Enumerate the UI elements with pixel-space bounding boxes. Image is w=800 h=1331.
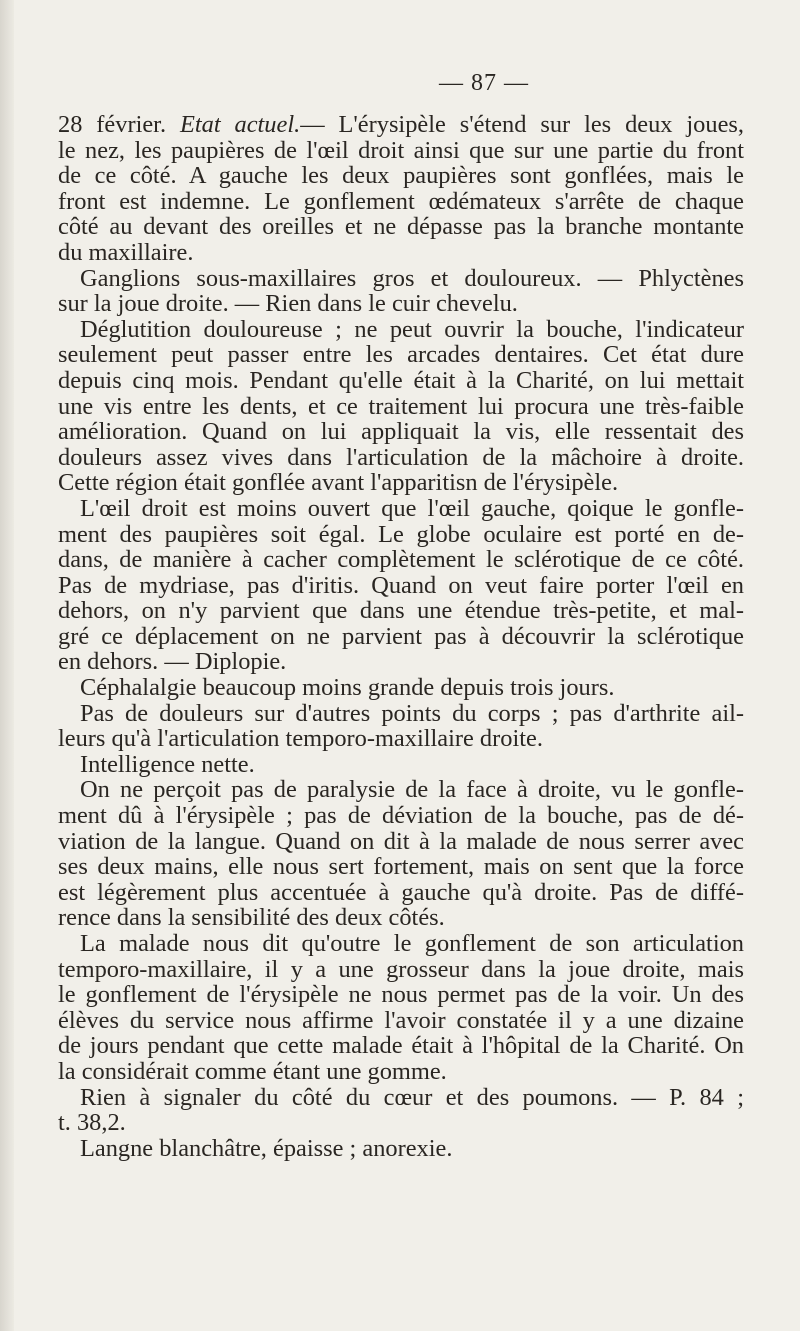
text-line: élèves du service nous affirme l'avoir constatée il y a une dizaine (58, 1006, 744, 1034)
text-line: La malade nous dit qu'outre le gonflement de son articulation (80, 930, 744, 957)
text-line: en dehors. — Diplopie. (58, 648, 287, 676)
text-line: de jours pendant que cette malade était à l'hôpital de la Charité. On (58, 1032, 744, 1060)
text-line: la considérait comme étant une gomme. (58, 1057, 447, 1085)
text-line: Cette région était gonflée avant l'apparitisn de l'érysipèle. (58, 469, 619, 497)
text-line: Ganglions sous-maxillaires gros et douloureux. — Phlyctènes (80, 264, 744, 292)
text-line: Langne blanchâtre, épaisse ; anorexie. (80, 1134, 453, 1162)
text-line: t. 38,2. (58, 1109, 126, 1137)
text-line: seulement peut passer entre les arcades dentaires. Cet état dure (58, 341, 744, 369)
text-line: ment dû à l'érysipèle ; pas de déviation de la bouche, pas de dé- (58, 802, 744, 830)
page-binding-edge (0, 0, 14, 1331)
text-line: gré ce déplacement on ne parvient pas à découvrir la sclérotique (58, 622, 744, 650)
paragraph (58, 931, 744, 1085)
text-line: dehors, on n'y parvient que dans une étendue très-petite, et mal- (58, 597, 744, 625)
text-line: Céphalalgie beaucoup moins grande depuis trois jours. (80, 674, 615, 702)
text-line: Intelligence nette. (80, 750, 255, 778)
text-line: sur la joue droite. — Rien dans le cuir chevelu. (58, 290, 518, 318)
paragraph (58, 701, 744, 752)
text-line: Déglutition douloureuse ; ne peut ouvrir la bouche, l'indicateur (80, 315, 744, 343)
text-line: L'œil droit est moins ouvert que l'œil gauche, qoique le gonfle- (80, 494, 744, 522)
text-line: temporo-maxillaire, il y a une grosseur dans la joue droite, mais (58, 955, 744, 983)
entry-date: 28 février. (58, 111, 180, 138)
text-line: douleurs assez vives dans l'articulation de la mâchoire à droite. (58, 443, 744, 471)
text-line: Pas de douleurs sur d'autres points du corps ; pas d'arthrite ail- (80, 699, 744, 727)
paragraph (58, 675, 744, 701)
text-line: du maxillaire. (58, 238, 194, 266)
text-line: viation de la langue. Quand on dit à la malade de nous serrer avec (58, 827, 744, 855)
text-line: On ne perçoit pas de paralysie de la face à droite, vu le gonfle- (80, 776, 744, 804)
text-line: amélioration. Quand on lui appliquait la vis, elle ressentait des (58, 418, 744, 446)
text-line: Pas de mydriase, pas d'iritis. Quand on veut faire porter l'œil en (58, 571, 744, 599)
paragraph (58, 317, 744, 496)
text-line: côté au devant des oreilles et ne dépasse pas la branche montante (58, 213, 744, 241)
text-line: le nez, les paupières de l'œil droit ainsi que sur une partie du front (58, 136, 744, 164)
paragraph (58, 1136, 744, 1162)
section-label: Etat actuel. (179, 111, 301, 138)
paragraph (58, 496, 744, 675)
paragraph (58, 112, 744, 266)
paragraph (58, 752, 744, 778)
page-number: — 87 — (439, 70, 529, 96)
text-line (58, 112, 744, 138)
text-line: dans, de manière à cacher complètement le sclérotique de ce côté. (58, 546, 744, 574)
text-line: une vis entre les dents, et ce traitement lui procura une très-faible (58, 392, 744, 420)
text-line: depuis cinq mois. Pendant qu'elle était à la Charité, on lui mettait (58, 366, 744, 394)
body-text (58, 112, 744, 1161)
text-line: est légèrement plus accentuée à gauche qu'à droite. Pas de diffé- (58, 878, 744, 906)
text-line: ment des paupières soit égal. Le globe oculaire est porté en de- (58, 520, 744, 548)
text-line: ses deux mains, elle nous sert fortement, mais on sent que la force (58, 853, 744, 881)
paragraph (58, 266, 744, 317)
text-line: rence dans la sensibilité des deux côtés. (58, 904, 445, 932)
line-text: — L'érysipèle s'étend sur les deux joues, (300, 111, 744, 138)
text-line: front est indemne. Le gonflement œdémateux s'arrête de chaque (58, 187, 744, 215)
text-line: le gonflement de l'érysipèle ne nous permet pas de la voir. Un des (58, 981, 744, 1009)
paragraph (58, 1085, 744, 1136)
text-line: leurs qu'à l'articulation temporo-maxillaire droite. (58, 725, 543, 753)
text-line: de ce côté. A gauche les deux paupières sont gonflées, mais le (58, 162, 744, 190)
text-line: Rien à signaler du côté du cœur et des poumons. — P. 84 ; (80, 1083, 744, 1111)
paragraph (58, 777, 744, 931)
